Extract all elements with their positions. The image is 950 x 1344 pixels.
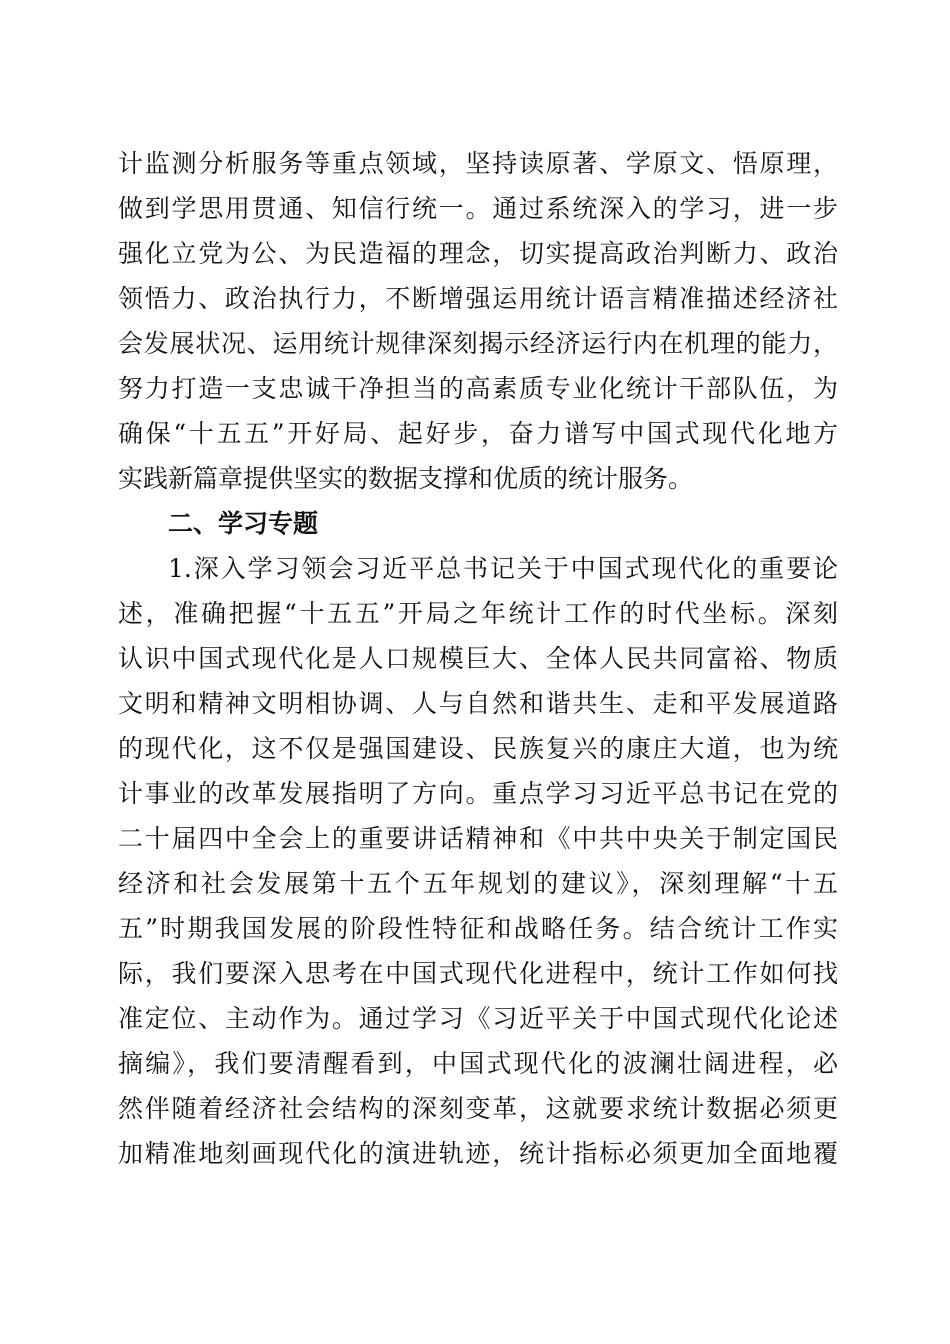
paragraph-1-line-2: 做到学思用贯通、知信行统一。通过系统深入的学习，进一步: [118, 194, 838, 223]
paragraph-2-line-2: 述，准确把握“十五五”开局之年统计工作的时代坐标。深刻: [118, 599, 838, 628]
paragraph-1-line-5: 会发展状况、运用统计规律深刻揭示经济运行内在机理的能力，: [118, 329, 838, 358]
paragraph-1-line-8: 实践新篇章提供坚实的数据支撑和优质的统计服务。: [118, 464, 694, 493]
paragraph-2-line-5: 的现代化，这不仅是强国建设、民族复兴的康庄大道，也为统: [118, 734, 838, 763]
paragraph-2-line-11: 准定位、主动作为。通过学习《习近平关于中国式现代化论述: [118, 1004, 838, 1033]
section-heading: 二、学习专题: [168, 509, 319, 538]
paragraph-2-line-3: 认识中国式现代化是人口规模巨大、全体人民共同富裕、物质: [118, 644, 838, 673]
paragraph-2-line-13: 然伴随着经济社会结构的深刻变革，这就要求统计数据必须更: [118, 1094, 838, 1123]
paragraph-1-line-7: 确保“十五五”开好局、起好步，奋力谱写中国式现代化地方: [118, 419, 838, 448]
paragraph-1-line-4: 领悟力、政治执行力，不断增强运用统计语言精准描述经济社: [118, 284, 838, 313]
paragraph-2-line-12: 摘编》，我们要清醒看到，中国式现代化的波澜壮阔进程，必: [118, 1049, 838, 1078]
paragraph-2-line-6: 计事业的改革发展指明了方向。重点学习习近平总书记在党的: [118, 779, 838, 808]
paragraph-2-line-14: 加精准地刻画现代化的演进轨迹，统计指标必须更加全面地覆: [118, 1139, 838, 1168]
paragraph-2-line-10: 际，我们要深入思考在中国式现代化进程中，统计工作如何找: [118, 959, 838, 988]
paragraph-2-line-1: 1.深入学习领会习近平总书记关于中国式现代化的重要论: [168, 554, 838, 583]
paragraph-1-line-1: 计监测分析服务等重点领域，坚持读原著、学原文、悟原理，: [118, 149, 838, 178]
paragraph-2-line-7: 二十届四中全会上的重要讲话精神和《中共中央关于制定国民: [118, 824, 838, 853]
paragraph-1-line-3: 强化立党为公、为民造福的理念，切实提高政治判断力、政治: [118, 239, 838, 268]
paragraph-2-line-9: 五”时期我国发展的阶段性特征和战略任务。结合统计工作实: [118, 914, 838, 943]
paragraph-1-line-6: 努力打造一支忠诚干净担当的高素质专业化统计干部队伍，为: [118, 374, 838, 403]
paragraph-2-line-4: 文明和精神文明相协调、人与自然和谐共生、走和平发展道路: [118, 689, 838, 718]
paragraph-2-line-8: 经济和社会发展第十五个五年规划的建议》，深刻理解“十五: [118, 869, 838, 898]
